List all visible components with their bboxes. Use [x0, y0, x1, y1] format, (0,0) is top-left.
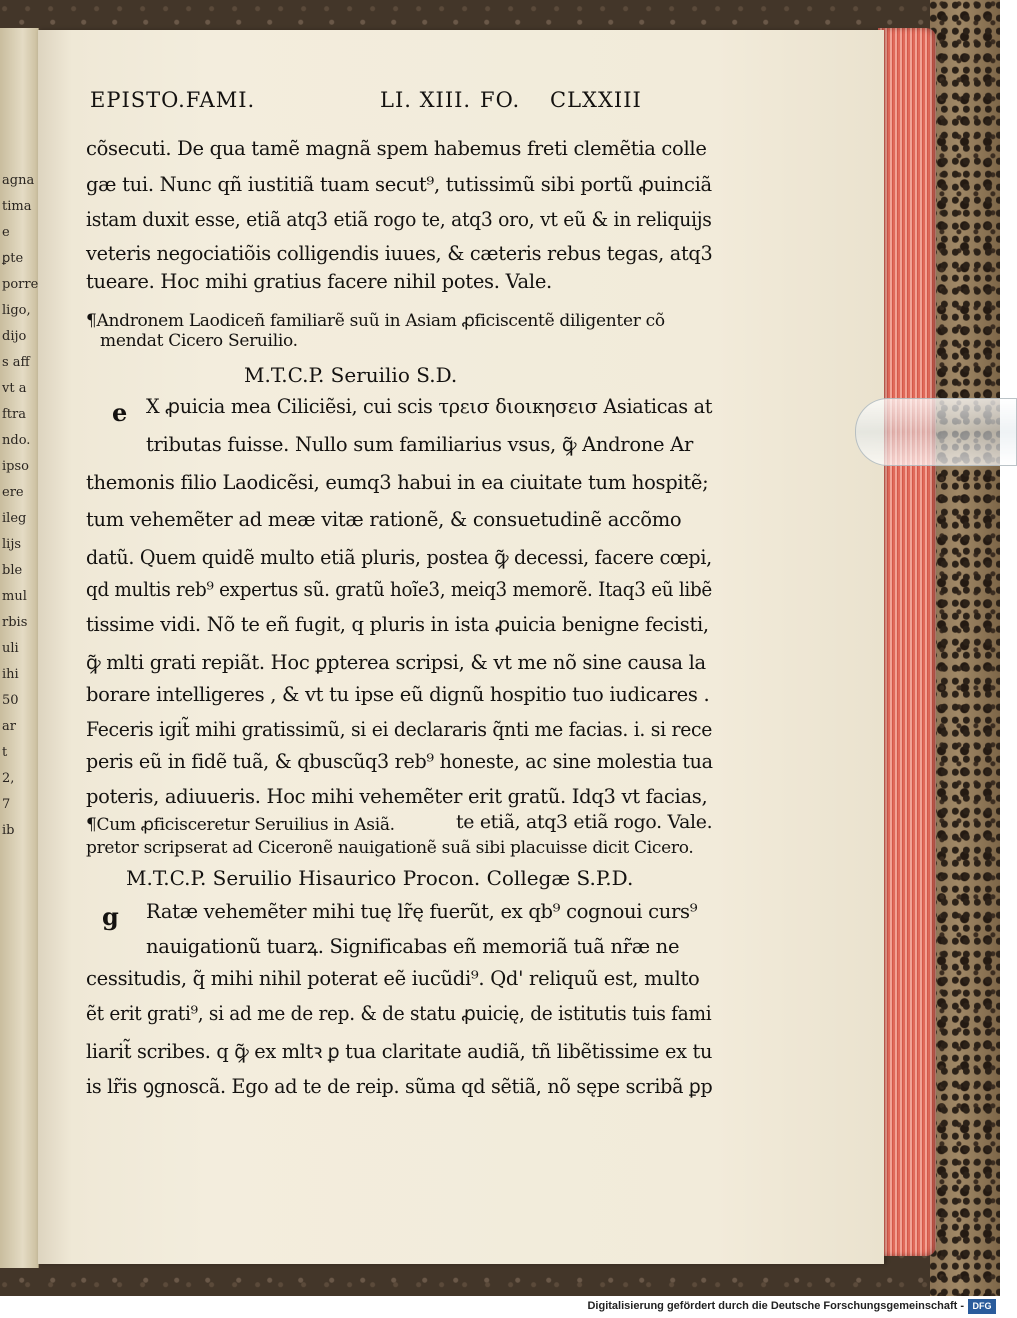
- letter-line: peris eũ in fidẽ tuã, & qbuscũq3 reb⁹ honeste, ac sine molestia tua: [86, 750, 713, 773]
- letter-closing: te etiã, atq3 etiã rogo. Vale.: [456, 811, 713, 833]
- left-margin-fragment: lijs: [2, 537, 22, 552]
- letter-line: Ratæ vehemẽter mihi tuę lr̃ę fuerũt, ex qb⁹ cognoui curs⁹: [146, 900, 698, 923]
- letter-line: nauigationũ tuarꝝ. Significabas eñ memoriã tuã nr̃æ ne: [146, 935, 680, 958]
- letter-line: liarit̃ scribes. q ꝙ̃ ex mltꝛ ꝑ tua claritate audiã, tñ libẽtissime ex tu: [86, 1040, 713, 1063]
- left-margin-fragment: ihi: [2, 667, 19, 682]
- letter-line: poteris, adiuueris. Hoc mihi vehemẽter erit gratũ. Idq3 vt facias,: [86, 785, 708, 808]
- header-book: LI. XIII.: [380, 88, 472, 112]
- left-margin-fragment: ileg: [2, 511, 27, 526]
- left-margin-fragment: ib: [2, 823, 15, 838]
- left-margin-fragment: uli: [2, 641, 19, 656]
- letter-line: datũ. Quem quidẽ multo etiã pluris, postea ꝙ̃ decessi, facere cœpi,: [86, 546, 712, 569]
- letter-line: themonis filio Laodicẽsi, eumq3 habui in ea ciuitate tum hospitẽ;: [86, 471, 709, 494]
- header-folio-number: CLXXIII: [550, 88, 642, 112]
- salutation: M.T.C.P. Seruilio S.D.: [244, 363, 458, 387]
- left-margin-fragment: ligo,: [2, 303, 31, 318]
- summary-line: mendat Cicero Seruilio.: [100, 331, 298, 351]
- header-title: EPISTO.FAMI.: [90, 88, 256, 112]
- footer-bar: [0, 1296, 1000, 1318]
- left-margin-fragment: tima: [2, 199, 32, 214]
- body-line: tueare. Hoc mihi gratius facere nihil potes. Vale.: [86, 270, 552, 293]
- left-margin-fragment: rbis: [2, 615, 28, 630]
- body-line: istam duxit esse, etiã atq3 etiã rogo te, atq3 oro, vt eũ & in reliquijs: [86, 208, 712, 231]
- left-margin-fragment: t: [2, 745, 8, 760]
- letter-line: ꝙ̃ mlti grati repiãt. Hoc ꝑpterea scripsi, & vt me nõ sine causa la: [86, 651, 706, 674]
- left-margin-fragment: 2,: [2, 771, 15, 786]
- left-margin-fragment: 50: [2, 693, 19, 708]
- letter-line: borare intelligeres , & vt tu ipse eũ dignũ hospitio tuo iudicares .: [86, 683, 710, 706]
- left-margin-fragment: porre: [2, 277, 39, 292]
- letter-line: qd multis reb⁹ expertus sũ. gratũ hoĩe3, meiq3 memorẽ. Itaq3 eũ libẽ: [86, 578, 713, 601]
- letter-line: cessitudis, q̃ mihi nihil poterat eẽ iucũdi⁹. Qd' reliquũ est, multo: [86, 967, 700, 990]
- letter-line: tissime vidi. Nõ te eñ fugit, q pluris in ista ꝓuicia benigne fecisti,: [86, 613, 709, 636]
- summary-line: ¶Cum ꝓficisceretur Seruilius in Asiã.: [86, 815, 395, 835]
- left-margin-fragment: s aff: [2, 355, 30, 370]
- funding-credit: Digitalisierung gefördert durch die Deutsche Forschungsgemeinschaft -: [587, 1300, 964, 1312]
- left-margin-fragment: mul: [2, 589, 27, 604]
- left-margin-fragment: 7: [2, 797, 11, 812]
- letter-line: tributas fuisse. Nullo sum familiarius vsus, ꝙ̃ Androne Ar: [146, 433, 693, 456]
- left-margin-fragment: ere: [2, 485, 24, 500]
- header-folio-label: FO.: [480, 88, 521, 112]
- summary-line: ¶Andronem Laodiceñ familiarẽ suũ in Asiam ꝓficiscentẽ diligenter cõ: [86, 311, 665, 331]
- body-line: cõsecuti. De qua tamẽ magnã spem habemus freti clemẽtia colle: [86, 137, 707, 160]
- letter-line: Feceris igit̃ mihi gratissimũ, si ei declararis q̃nti me facias. i. si rece: [86, 718, 713, 741]
- summary-line: pretor scripserat ad Ciceronẽ nauigationẽ suã sibi placuisse dicit Cicero.: [86, 838, 694, 858]
- letter-line: is lr̃is ꝯgnoscã. Ego ad te de reip. sũma qd sẽtiã, nõ sępe scribã ꝑp: [86, 1075, 713, 1098]
- letter-line: tum vehemẽter ad meæ vitæ rationẽ, & consuetudinẽ accõmo: [86, 508, 682, 531]
- left-margin-fragment: agna: [2, 173, 35, 188]
- letter-line: ẽt erit grati⁹, si ad me de rep. & de statu ꝓuicię, de istitutis tuis fami: [86, 1002, 712, 1025]
- letter-line: X ꝓuicia mea Ciliciẽsi, cui scis τρεισ διοικησεισ Asiaticas at: [146, 395, 713, 418]
- salutation: M.T.C.P. Seruilio Hisaurico Procon. Collegæ S.P.D.: [126, 866, 634, 890]
- left-margin-fragment: ndo.: [2, 433, 31, 448]
- dfg-logo-icon: DFG: [968, 1299, 996, 1314]
- left-margin-fragment: e ꝑte: [2, 225, 24, 266]
- left-margin-fragment: dijo: [2, 329, 27, 344]
- body-line: gæ tui. Nunc qñ iustitiã tuam secut⁹, tutissimũ sibi portũ ꝓuinciã: [86, 173, 712, 196]
- left-margin-fragment: ar: [2, 719, 16, 734]
- left-margin-fragment: ble: [2, 563, 23, 578]
- left-margin-fragment: ftra: [2, 407, 27, 422]
- body-line: veteris negociatiõis colligendis iuues, & cæteris rebus tegas, atq3: [86, 242, 713, 265]
- left-margin-fragment: vt a: [2, 381, 27, 396]
- initial-letter: g: [102, 902, 119, 931]
- initial-letter: e: [112, 398, 128, 427]
- left-margin-fragment: ipso: [2, 459, 29, 474]
